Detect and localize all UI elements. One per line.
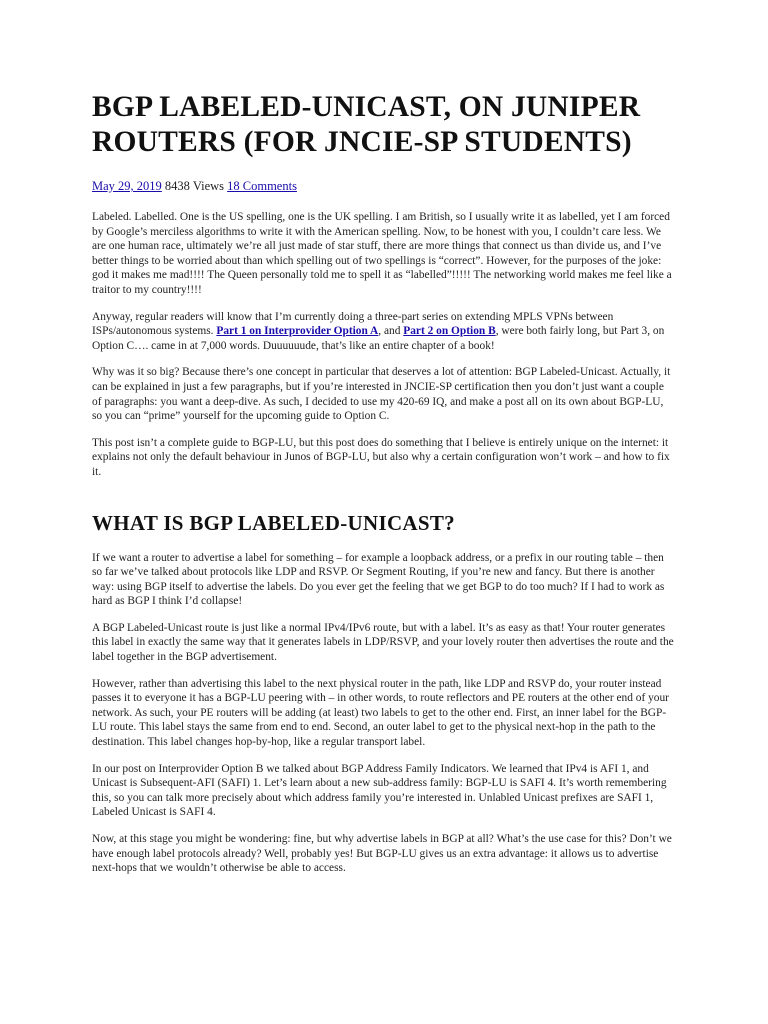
intro-paragraph-2-text-a: Anyway, regular readers will know that I’m currently doing a three-part series on extending MPLS VPNs between ISPs/autonomous systems. (92, 310, 614, 338)
section1-paragraph-4: In our post on Interprovider Option B we talked about BGP Address Family Indicators. We learned that IPv4 is AFI 1, and Unicast is Subsequent-AFI (SAFI) 1. Let’s learn about a new sub-address family: BGP-LU is SAFI 4. It’s worth remembering this, so you can talk more precisely about which address family you’re interested in. Unlabled Unicast prefixes are SAFI 1, Labeled Unicast is SAFI 4. (92, 762, 667, 819)
section1-paragraph-2: A BGP Labeled-Unicast route is just like a normal IPv4/IPv6 route, but with a label. It’s as easy as that! Your router generates this label in exactly the same way that it generates labels in LDP/RSVP, and your lovely router then advertises the route and the label together in the BGP advertisement. (92, 621, 674, 664)
post-views: 8438 Views (164, 179, 225, 193)
section1-paragraph-5: Now, at this stage you might be wondering: fine, but why advertise labels in BGP at all? What’s the use case for this? Don’t we have enough label protocols already? Well, probably yes! But BGP-LU gives us an extra advantage: it allows us to advertise next-hops that we wouldn’t otherwise be able to access. (92, 833, 672, 875)
post-meta (92, 177, 676, 195)
intro-paragraph-3: Why was it so big? Because there’s one concept in particular that deserves a lot of attention: BGP Labeled-Unicast. Actually, it can be explained in just a few paragraphs, but if you’re interested in JNCIE-SP certification then you don’t just want a couple of paragraphs: you want a deep-dive. As such, I decided to use my 420-69 IQ, and make a post all on its own about BGP-LU, so you can “prime” yourself for the upcoming guide to Option C. (92, 366, 671, 423)
intro-paragraph-2-text-c: , were both fairly long, but Part 3, on Option C…. came in at 7,000 words. Duuuuuude, that’s like an entire chapter of a book! (92, 325, 665, 352)
intro-paragraph-2-text-b: , and (378, 325, 404, 338)
intro-paragraph-2 (92, 310, 676, 354)
intro-paragraph-4: This post isn’t a complete guide to BGP-LU, but this post does do something that I believe is entirely unique on the internet: it explains not only the default behaviour in Junos of BGP-LU, but also why a certain configuration won’t work – and how to fix it. (92, 436, 670, 478)
section-heading-what-is-bgp-lu: WHAT IS BGP LABELED-UNICAST? (92, 510, 455, 535)
intro-paragraph-1: Labeled. Labelled. One is the US spelling, one is the UK spelling. I am British, so I usually write it as labelled, yet I am forced by Google’s merciless algorithms to write it with the American spelling. Now, to be honest with you, I couldn’t care less. We are one human race, ultimately we’re all just made of star stuff, there are more things that connect us than divide us, and I’ve better things to be worried about than which spelling out of two spellings is “correct”. However, for the purposes of the joke: god it makes me mad!!!! The Queen personally told me to spell it as “labelled”!!!!! The networking world makes me feel like a traitor to my country!!!! (92, 211, 672, 296)
part2-option-b-link[interactable]: Part 2 on Option B (403, 325, 496, 338)
post-date-link[interactable]: May 29, 2019 (92, 179, 162, 193)
section1-paragraph-1: If we want a router to advertise a label for something – for example a loopback address, or a prefix in our routing table – then so far we’ve talked about protocols like LDP and RSVP. Or Segment Routing, if you’re new and fancy. But there is another way: using BGP itself to advertise the labels. Do you ever get the feeling that we get BGP to do too much? If I had to work as hard as BGP I think I’d collapse! (92, 551, 665, 608)
post-title: BGP LABELED-UNICAST, ON JUNIPER ROUTERS (FOR JNCIE-SP STUDENTS) (92, 91, 641, 158)
post-comments-link[interactable]: 18 Comments (227, 179, 297, 193)
part1-option-a-link[interactable]: Part 1 on Interprovider Option A (216, 325, 379, 338)
section1-paragraph-3: However, rather than advertising this label to the next physical router in the path, like LDP and RSVP do, your router instead passes it to everyone it has a BGP-LU peering with – in other words, to route reflectors and PE routers at the other end of your network. As such, your PE routers will be adding (at least) two labels to get to the other end. First, an inner label for the BGP-LU route. This label stays the same from end to end. Second, an outer label to get to the physical next-hop in the path to the destination. This label changes hop-by-hop, like a regular transport label. (92, 677, 669, 749)
post-body (92, 210, 676, 876)
